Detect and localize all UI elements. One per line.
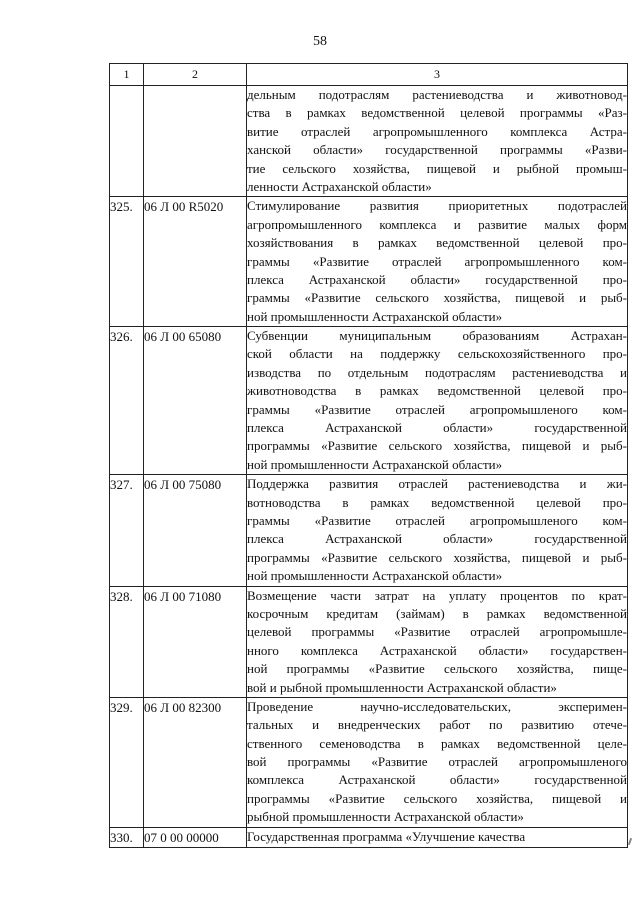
table-row — [110, 197, 628, 327]
table-row — [110, 697, 628, 827]
table-header-row — [110, 64, 628, 86]
column-header-description: 3 — [247, 64, 628, 86]
description-line: ханской области» государственной программы «Разви- — [247, 142, 627, 158]
description-line: Проведение научно-исследовательских, эксперимен- — [247, 698, 627, 714]
description-line: Поддержка развития отраслей растениеводства и жи- — [247, 476, 627, 492]
description-cell — [247, 197, 628, 327]
row-number: 325. — [110, 197, 144, 327]
classification-code: 07 0 00 00000 — [144, 827, 247, 847]
table-row — [110, 475, 628, 586]
classification-code: 06 Л 00 71080 — [144, 586, 247, 697]
description-cell — [247, 697, 628, 827]
description-line: изводства по отдельным подотраслям растениеводства и — [247, 364, 627, 380]
classification-code: 06 Л 00 65080 — [144, 327, 247, 475]
row-number: 326. — [110, 327, 144, 475]
description-line: граммы «Развитие отраслей агропромышленого ком- — [247, 512, 627, 528]
description-cell — [247, 327, 628, 475]
description-line: животноводства в рамках ведомственной целевой про- — [247, 383, 627, 399]
description-line: ства в рамках ведомственной целевой программы «Раз- — [247, 105, 627, 121]
description-line: граммы «Развитие отраслей агропромышленного ком- — [247, 253, 627, 269]
description-cell — [247, 827, 628, 847]
description-line: плекса Астраханской области» государственной — [247, 531, 627, 547]
page-number: 58 — [313, 34, 327, 49]
description-line: плекса Астраханской области» государственной про- — [247, 271, 627, 287]
classification-code: 06 Л 00 82300 — [144, 697, 247, 827]
description-cell — [247, 86, 628, 197]
table-row — [110, 827, 628, 847]
description-line: вотноводства в рамках ведомственной целевой про- — [247, 494, 627, 510]
description-cell — [247, 586, 628, 697]
description-line: тальных и внедренческих работ по развитию отече- — [247, 717, 627, 733]
description-line: граммы «Развитие отраслей агропромышленого ком- — [247, 401, 627, 417]
description-line: Стимулирование развития приоритетных подотраслей — [247, 198, 627, 214]
description-line: ной промышленности Астраханской области» — [247, 456, 503, 472]
budget-classification-table — [109, 63, 628, 848]
description-line: вой и рыбной промышленности Астраханской области» — [247, 679, 557, 695]
table-row — [110, 327, 628, 475]
description-line: плекса Астраханской области» государственной — [247, 420, 627, 436]
description-line: ной промышленности Астраханской области» — [247, 568, 503, 584]
margin-mark — [628, 838, 632, 845]
table-body — [110, 86, 628, 848]
description-line: ственного семеноводства в рамках ведомственной целе- — [247, 735, 627, 751]
table-row — [110, 86, 628, 197]
row-number: 328. — [110, 586, 144, 697]
description-line: витие отраслей агропромышленного комплекса Астра- — [247, 123, 627, 139]
row-number: 330. — [110, 827, 144, 847]
description-line: Возмещение части затрат на уплату процентов по крат- — [247, 587, 627, 603]
classification-code: 06 Л 00 R5020 — [144, 197, 247, 327]
classification-code — [144, 86, 247, 197]
description-line: ленности Астраханской области» — [247, 178, 432, 194]
description-line: тие сельского хозяйства, пищевой и рыбной промыш- — [247, 160, 627, 176]
description-line: вой программы «Развитие отраслей агропромышленого — [247, 754, 627, 770]
description-line: дельным подотраслям растениеводства и животновод- — [247, 87, 627, 102]
description-line: рыбной промышленности Астраханской области» — [247, 809, 524, 825]
description-line: Субвенции муниципальным образованиям Астрахан- — [247, 328, 627, 344]
description-line: целевой программы «Развитие отраслей агропромышле- — [247, 624, 627, 640]
row-number — [110, 86, 144, 197]
description-line: программы «Развитие сельского хозяйства, пищевой и рыб- — [247, 549, 627, 565]
description-line: косрочным кредитам (займам) в рамках ведомственной — [247, 605, 627, 621]
column-header-number: 1 — [110, 64, 144, 86]
description-line: ской области на поддержку сельскохозяйственного про- — [247, 346, 627, 362]
description-line: ной программы «Развитие сельского хозяйства, пище- — [247, 661, 627, 677]
row-number: 327. — [110, 475, 144, 586]
description-line: хозяйствования в рамках ведомственной целевой про- — [247, 235, 627, 251]
description-line: комплекса Астраханской области» государственной — [247, 772, 627, 788]
table-row — [110, 586, 628, 697]
description-line: ной промышленности Астраханской области» — [247, 308, 503, 324]
row-number: 329. — [110, 697, 144, 827]
classification-code: 06 Л 00 75080 — [144, 475, 247, 586]
column-header-code: 2 — [144, 64, 247, 86]
description-line: Государственная программа «Улучшение качества — [247, 828, 526, 844]
description-line: нного комплекса Астраханской области» государствен- — [247, 642, 627, 658]
description-cell — [247, 475, 628, 586]
description-line: агропромышленного комплекса и развитие малых форм — [247, 216, 627, 232]
description-line: программы «Развитие сельского хозяйства, пищевой и — [247, 790, 627, 806]
description-line: граммы «Развитие сельского хозяйства, пищевой и рыб- — [247, 290, 627, 306]
description-line: программы «Развитие сельского хозяйства, пищевой и рыб- — [247, 438, 627, 454]
